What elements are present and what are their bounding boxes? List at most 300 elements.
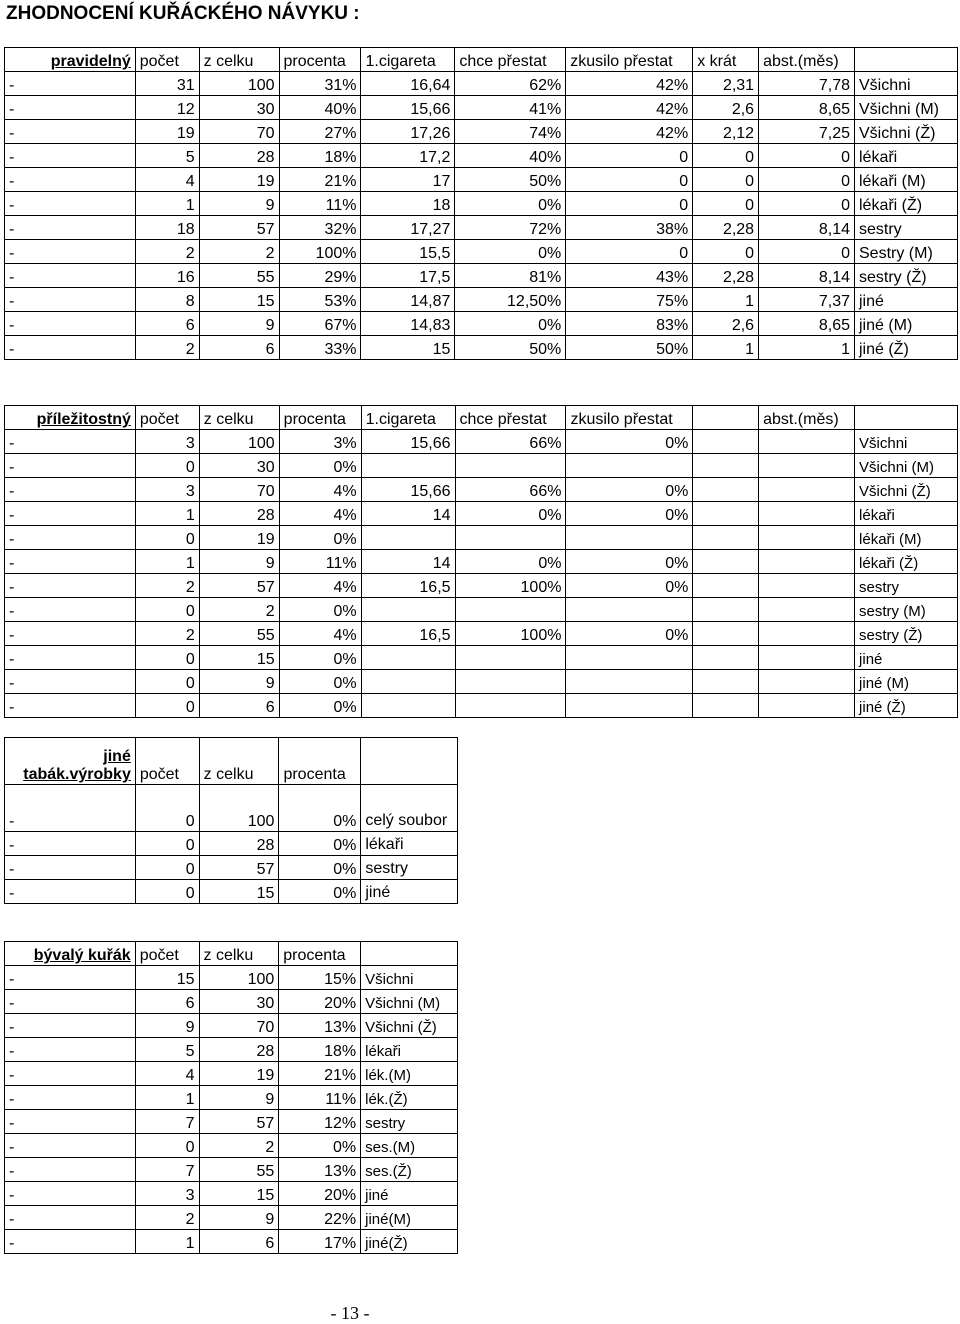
row-group-label: jiné xyxy=(361,880,458,904)
table-row xyxy=(5,990,458,1014)
table-cell: 17,5 xyxy=(361,264,455,288)
table-cell: 19 xyxy=(199,526,279,550)
table-cell: 17 xyxy=(361,168,455,192)
table-cell xyxy=(566,670,693,694)
row-group-label: sestry xyxy=(855,574,958,598)
row-dash: - xyxy=(5,312,136,336)
table-row xyxy=(5,264,958,288)
column-header: abst.(měs) xyxy=(759,48,855,72)
table-cell: 5 xyxy=(135,1038,199,1062)
table-row xyxy=(5,598,958,622)
section-label: pravidelný xyxy=(5,48,136,72)
table-cell: 20% xyxy=(279,1182,361,1206)
table-cell: 100 xyxy=(199,966,279,990)
table-cell xyxy=(759,550,855,574)
table-cell: 0% xyxy=(455,550,566,574)
table-cell: 15 xyxy=(199,288,279,312)
table-cell: 15 xyxy=(135,966,199,990)
column-header: z celku xyxy=(199,406,279,430)
table-cell xyxy=(693,670,759,694)
table-row xyxy=(5,574,958,598)
table-row xyxy=(5,168,958,192)
table-row xyxy=(5,880,458,904)
table-row xyxy=(5,1206,458,1230)
row-dash: - xyxy=(5,1038,136,1062)
column-header: procenta xyxy=(279,48,361,72)
table-cell: 1 xyxy=(135,192,199,216)
table-cell: 2,31 xyxy=(693,72,759,96)
table-cell: 0% xyxy=(455,502,566,526)
table-cell: 0% xyxy=(455,240,566,264)
row-dash: - xyxy=(5,96,136,120)
row-group-label: sestry (Ž) xyxy=(855,264,958,288)
row-group-label: jiné (Ž) xyxy=(855,694,958,718)
row-dash: - xyxy=(5,646,136,670)
table-cell: 16,5 xyxy=(361,574,455,598)
table-cell: 0 xyxy=(759,144,855,168)
table-cell: 0 xyxy=(135,526,199,550)
table-cell: 53% xyxy=(279,288,361,312)
table-cell: 14 xyxy=(361,502,455,526)
table-cell: 50% xyxy=(455,168,566,192)
table-cell: 14,87 xyxy=(361,288,455,312)
table-cell xyxy=(566,646,693,670)
table-cell: 57 xyxy=(199,574,279,598)
row-group-label: Sestry (M) xyxy=(855,240,958,264)
table-cell: 70 xyxy=(199,120,279,144)
row-group-label: jiné xyxy=(855,646,958,670)
table-cell: 0% xyxy=(279,670,361,694)
table-cell: 57 xyxy=(199,856,279,880)
table-row xyxy=(5,240,958,264)
table-cell: 3 xyxy=(135,478,199,502)
table-cell xyxy=(759,598,855,622)
regular-smokers-table xyxy=(4,47,958,360)
column-header: z celku xyxy=(199,942,279,966)
table-cell: 0 xyxy=(135,646,199,670)
row-dash: - xyxy=(5,1206,136,1230)
column-header: x krát xyxy=(693,48,759,72)
table-row xyxy=(5,144,958,168)
table-cell: 11% xyxy=(279,1086,361,1110)
column-header: chce přestat xyxy=(455,48,566,72)
table-row xyxy=(5,694,958,718)
table-cell: 75% xyxy=(566,288,693,312)
table-cell: 38% xyxy=(566,216,693,240)
row-dash: - xyxy=(5,1086,136,1110)
column-header: procenta xyxy=(279,942,361,966)
table-cell: 0% xyxy=(566,622,693,646)
table-cell: 4% xyxy=(279,478,361,502)
table-cell: 0 xyxy=(693,144,759,168)
row-dash: - xyxy=(5,336,136,360)
table-cell xyxy=(361,694,455,718)
table-cell: 4 xyxy=(135,1062,199,1086)
table-row xyxy=(5,336,958,360)
table-cell: 32% xyxy=(279,216,361,240)
table-cell: 2 xyxy=(135,574,199,598)
row-group-label: celý soubor xyxy=(361,785,458,832)
table-cell: 55 xyxy=(199,622,279,646)
table-cell: 9 xyxy=(199,1086,279,1110)
table-cell: 0% xyxy=(566,502,693,526)
row-group-label: jiné(Ž) xyxy=(361,1230,458,1254)
column-header: počet xyxy=(135,48,199,72)
table-cell: 12,50% xyxy=(455,288,566,312)
row-group-label: lék.(M) xyxy=(361,1062,458,1086)
row-dash: - xyxy=(5,288,136,312)
table-row xyxy=(5,120,958,144)
table-cell: 2,6 xyxy=(693,96,759,120)
table-cell: 0% xyxy=(566,478,693,502)
table-cell: 0 xyxy=(693,240,759,264)
column-header: chce přestat xyxy=(455,406,566,430)
table-cell: 0 xyxy=(135,598,199,622)
table-cell: 50% xyxy=(566,336,693,360)
row-dash: - xyxy=(5,622,136,646)
table-row xyxy=(5,1014,458,1038)
table-cell: 3% xyxy=(279,430,361,454)
table-cell: 17,26 xyxy=(361,120,455,144)
table-cell: 7 xyxy=(135,1110,199,1134)
row-group-label: Všichni xyxy=(361,966,458,990)
table-cell: 15% xyxy=(279,966,361,990)
table-row xyxy=(5,72,958,96)
table-cell xyxy=(455,694,566,718)
table-cell: 8,65 xyxy=(759,312,855,336)
row-group-label: lékaři (Ž) xyxy=(855,192,958,216)
row-group-label: lékaři (Ž) xyxy=(855,550,958,574)
row-dash: - xyxy=(5,240,136,264)
table-cell: 1 xyxy=(693,288,759,312)
table-cell xyxy=(693,526,759,550)
table-cell: 7,78 xyxy=(759,72,855,96)
table-cell: 6 xyxy=(135,312,199,336)
table-cell: 0 xyxy=(566,168,693,192)
header-row xyxy=(5,942,458,966)
table-cell: 28 xyxy=(199,832,279,856)
table-cell: 16,5 xyxy=(361,622,455,646)
table-cell: 100 xyxy=(199,72,279,96)
table-cell: 30 xyxy=(199,990,279,1014)
table-cell: 70 xyxy=(199,1014,279,1038)
table-cell xyxy=(455,598,566,622)
row-group-label: jiné (M) xyxy=(855,670,958,694)
table-cell: 0 xyxy=(566,192,693,216)
table-cell: 0% xyxy=(279,856,361,880)
row-dash: - xyxy=(5,120,136,144)
table-cell: 16 xyxy=(135,264,199,288)
table-cell: 0 xyxy=(759,168,855,192)
table-cell xyxy=(361,670,455,694)
table-row xyxy=(5,670,958,694)
table-cell: 6 xyxy=(199,1230,279,1254)
table-row xyxy=(5,622,958,646)
table-cell: 81% xyxy=(455,264,566,288)
table-row xyxy=(5,478,958,502)
table-cell: 12 xyxy=(135,96,199,120)
table-cell: 9 xyxy=(199,670,279,694)
row-group-label: Všichni (M) xyxy=(855,96,958,120)
row-dash: - xyxy=(5,264,136,288)
table-cell: 1 xyxy=(135,1086,199,1110)
row-group-label: ses.(M) xyxy=(361,1134,458,1158)
row-group-label: ses.(Ž) xyxy=(361,1158,458,1182)
table-cell: 8 xyxy=(135,288,199,312)
row-dash: - xyxy=(5,454,136,478)
header-row xyxy=(5,406,958,430)
column-header: počet xyxy=(135,738,199,785)
row-dash: - xyxy=(5,430,136,454)
table-cell: 2 xyxy=(199,240,279,264)
table-cell: 0 xyxy=(135,880,199,904)
table-cell: 18 xyxy=(135,216,199,240)
table-cell: 30 xyxy=(199,454,279,478)
row-group-label: Všichni xyxy=(855,72,958,96)
table-cell: 0% xyxy=(279,832,361,856)
table-cell: 42% xyxy=(566,72,693,96)
row-dash: - xyxy=(5,694,136,718)
table-cell xyxy=(759,574,855,598)
table-cell xyxy=(693,646,759,670)
table-cell: 20% xyxy=(279,990,361,1014)
section-label-line1: jiné xyxy=(103,748,131,765)
column-header: 1.cigareta xyxy=(361,406,455,430)
header-row xyxy=(5,738,458,785)
table-cell: 0% xyxy=(279,1134,361,1158)
table-cell: 22% xyxy=(279,1206,361,1230)
row-group-label: Všichni (M) xyxy=(855,454,958,478)
table-cell: 1 xyxy=(693,336,759,360)
table-cell: 0 xyxy=(135,670,199,694)
table-cell: 2 xyxy=(199,598,279,622)
table-cell xyxy=(455,670,566,694)
table-cell: 4 xyxy=(135,168,199,192)
table-cell: 29% xyxy=(279,264,361,288)
table-cell: 67% xyxy=(279,312,361,336)
table-cell: 50% xyxy=(455,336,566,360)
table-cell: 0% xyxy=(566,550,693,574)
section-label: příležitostný xyxy=(5,406,136,430)
row-group-label: sestry (M) xyxy=(855,598,958,622)
column-header xyxy=(855,48,958,72)
table-cell: 0% xyxy=(279,598,361,622)
table-cell: 4% xyxy=(279,574,361,598)
table-cell: 3 xyxy=(135,430,199,454)
table-cell: 16,64 xyxy=(361,72,455,96)
table-cell xyxy=(759,646,855,670)
table-cell xyxy=(566,454,693,478)
table-cell: 6 xyxy=(199,336,279,360)
table-cell: 31% xyxy=(279,72,361,96)
table-cell: 9 xyxy=(199,1206,279,1230)
table-cell xyxy=(455,526,566,550)
row-group-label: Všichni xyxy=(855,430,958,454)
table-cell: 9 xyxy=(199,192,279,216)
table-cell: 13% xyxy=(279,1158,361,1182)
table-cell xyxy=(759,430,855,454)
table-cell: 7 xyxy=(135,1158,199,1182)
table-cell xyxy=(759,694,855,718)
column-header: zkusilo přestat xyxy=(566,406,693,430)
table-cell: 17% xyxy=(279,1230,361,1254)
row-dash: - xyxy=(5,1134,136,1158)
table-cell: 11% xyxy=(279,192,361,216)
table-cell: 72% xyxy=(455,216,566,240)
table-cell xyxy=(693,598,759,622)
table-cell xyxy=(759,670,855,694)
row-dash: - xyxy=(5,880,136,904)
column-header: z celku xyxy=(199,48,279,72)
table-cell: 0% xyxy=(566,574,693,598)
table-cell: 0% xyxy=(279,785,361,832)
table-cell: 13% xyxy=(279,1014,361,1038)
table-cell: 0% xyxy=(279,646,361,670)
table-cell xyxy=(693,550,759,574)
table-cell: 19 xyxy=(199,1062,279,1086)
table-cell: 100% xyxy=(455,622,566,646)
table-row xyxy=(5,502,958,526)
table-cell xyxy=(361,646,455,670)
table-cell: 4% xyxy=(279,622,361,646)
column-header xyxy=(361,942,458,966)
table-cell: 33% xyxy=(279,336,361,360)
table-cell: 100% xyxy=(279,240,361,264)
table-cell: 0 xyxy=(135,454,199,478)
table-cell: 0 xyxy=(135,785,199,832)
row-dash: - xyxy=(5,550,136,574)
table-row xyxy=(5,1158,458,1182)
table-row xyxy=(5,288,958,312)
column-header: z celku xyxy=(199,738,279,785)
table-cell: 0 xyxy=(135,832,199,856)
row-dash: - xyxy=(5,1182,136,1206)
table-cell: 57 xyxy=(199,1110,279,1134)
table-cell xyxy=(361,454,455,478)
row-group-label: lékaři xyxy=(855,502,958,526)
table-row xyxy=(5,216,958,240)
table-cell: 70 xyxy=(199,478,279,502)
table-cell: 100 xyxy=(199,430,279,454)
table-cell: 15,5 xyxy=(361,240,455,264)
table-cell: 18% xyxy=(279,144,361,168)
table-cell xyxy=(759,622,855,646)
table-cell: 66% xyxy=(455,430,566,454)
table-cell xyxy=(693,478,759,502)
table-cell: 1 xyxy=(135,502,199,526)
table-cell: 30 xyxy=(199,96,279,120)
table-cell: 7,25 xyxy=(759,120,855,144)
table-cell: 1 xyxy=(759,336,855,360)
row-group-label: sestry (Ž) xyxy=(855,622,958,646)
table-cell: 2 xyxy=(135,240,199,264)
table-cell: 8,14 xyxy=(759,216,855,240)
table-cell: 15 xyxy=(199,646,279,670)
column-header: zkusilo přestat xyxy=(566,48,693,72)
table-cell xyxy=(693,454,759,478)
table-row xyxy=(5,550,958,574)
table-cell xyxy=(759,502,855,526)
table-cell: 15,66 xyxy=(361,430,455,454)
row-group-label: Všichni (Ž) xyxy=(361,1014,458,1038)
row-group-label: Všichni (Ž) xyxy=(855,120,958,144)
table-cell: 0 xyxy=(135,1134,199,1158)
row-dash: - xyxy=(5,168,136,192)
column-header: 1.cigareta xyxy=(361,48,455,72)
row-group-label: jiné(M) xyxy=(361,1206,458,1230)
row-dash: - xyxy=(5,966,136,990)
row-dash: - xyxy=(5,990,136,1014)
table-cell: 66% xyxy=(455,478,566,502)
column-header: procenta xyxy=(279,738,361,785)
section-label xyxy=(5,738,136,785)
row-dash: - xyxy=(5,478,136,502)
table-cell: 0% xyxy=(279,526,361,550)
row-dash: - xyxy=(5,502,136,526)
table-cell: 0% xyxy=(279,454,361,478)
table-cell: 0 xyxy=(135,694,199,718)
table-row xyxy=(5,1038,458,1062)
table-row xyxy=(5,192,958,216)
table-row xyxy=(5,856,458,880)
table-cell: 0 xyxy=(566,240,693,264)
table-cell xyxy=(455,646,566,670)
table-cell xyxy=(693,502,759,526)
row-dash: - xyxy=(5,785,136,832)
header-row xyxy=(5,48,958,72)
table-cell: 17,27 xyxy=(361,216,455,240)
table-cell: 74% xyxy=(455,120,566,144)
table-cell: 9 xyxy=(135,1014,199,1038)
page-title: ZHODNOCENÍ KUŘÁCKÉHO NÁVYKU : xyxy=(6,3,360,24)
table-cell: 43% xyxy=(566,264,693,288)
table-cell: 31 xyxy=(135,72,199,96)
column-header: počet xyxy=(135,406,199,430)
row-dash: - xyxy=(5,216,136,240)
table-cell: 83% xyxy=(566,312,693,336)
table-cell: 28 xyxy=(199,1038,279,1062)
table-cell: 62% xyxy=(455,72,566,96)
table-row xyxy=(5,1110,458,1134)
table-cell: 28 xyxy=(199,502,279,526)
table-cell: 12% xyxy=(279,1110,361,1134)
occasional-smokers-table xyxy=(4,405,958,718)
table-row xyxy=(5,96,958,120)
table-cell: 5 xyxy=(135,144,199,168)
row-group-label: lékaři (M) xyxy=(855,526,958,550)
table-cell: 0% xyxy=(279,880,361,904)
table-cell: 0 xyxy=(566,144,693,168)
table-row xyxy=(5,312,958,336)
table-cell: 15 xyxy=(199,880,279,904)
table-cell: 15 xyxy=(199,1182,279,1206)
row-group-label: lékaři xyxy=(855,144,958,168)
row-group-label: Všichni (Ž) xyxy=(855,478,958,502)
table-cell: 14 xyxy=(361,550,455,574)
table-cell: 21% xyxy=(279,1062,361,1086)
table-cell: 0% xyxy=(566,430,693,454)
row-dash: - xyxy=(5,598,136,622)
table-cell: 100% xyxy=(455,574,566,598)
row-dash: - xyxy=(5,144,136,168)
table-cell: 40% xyxy=(455,144,566,168)
table-row xyxy=(5,1230,458,1254)
table-cell: 0 xyxy=(135,856,199,880)
column-header xyxy=(855,406,958,430)
table-cell: 2,6 xyxy=(693,312,759,336)
table-cell: 14,83 xyxy=(361,312,455,336)
table-cell: 0% xyxy=(455,192,566,216)
